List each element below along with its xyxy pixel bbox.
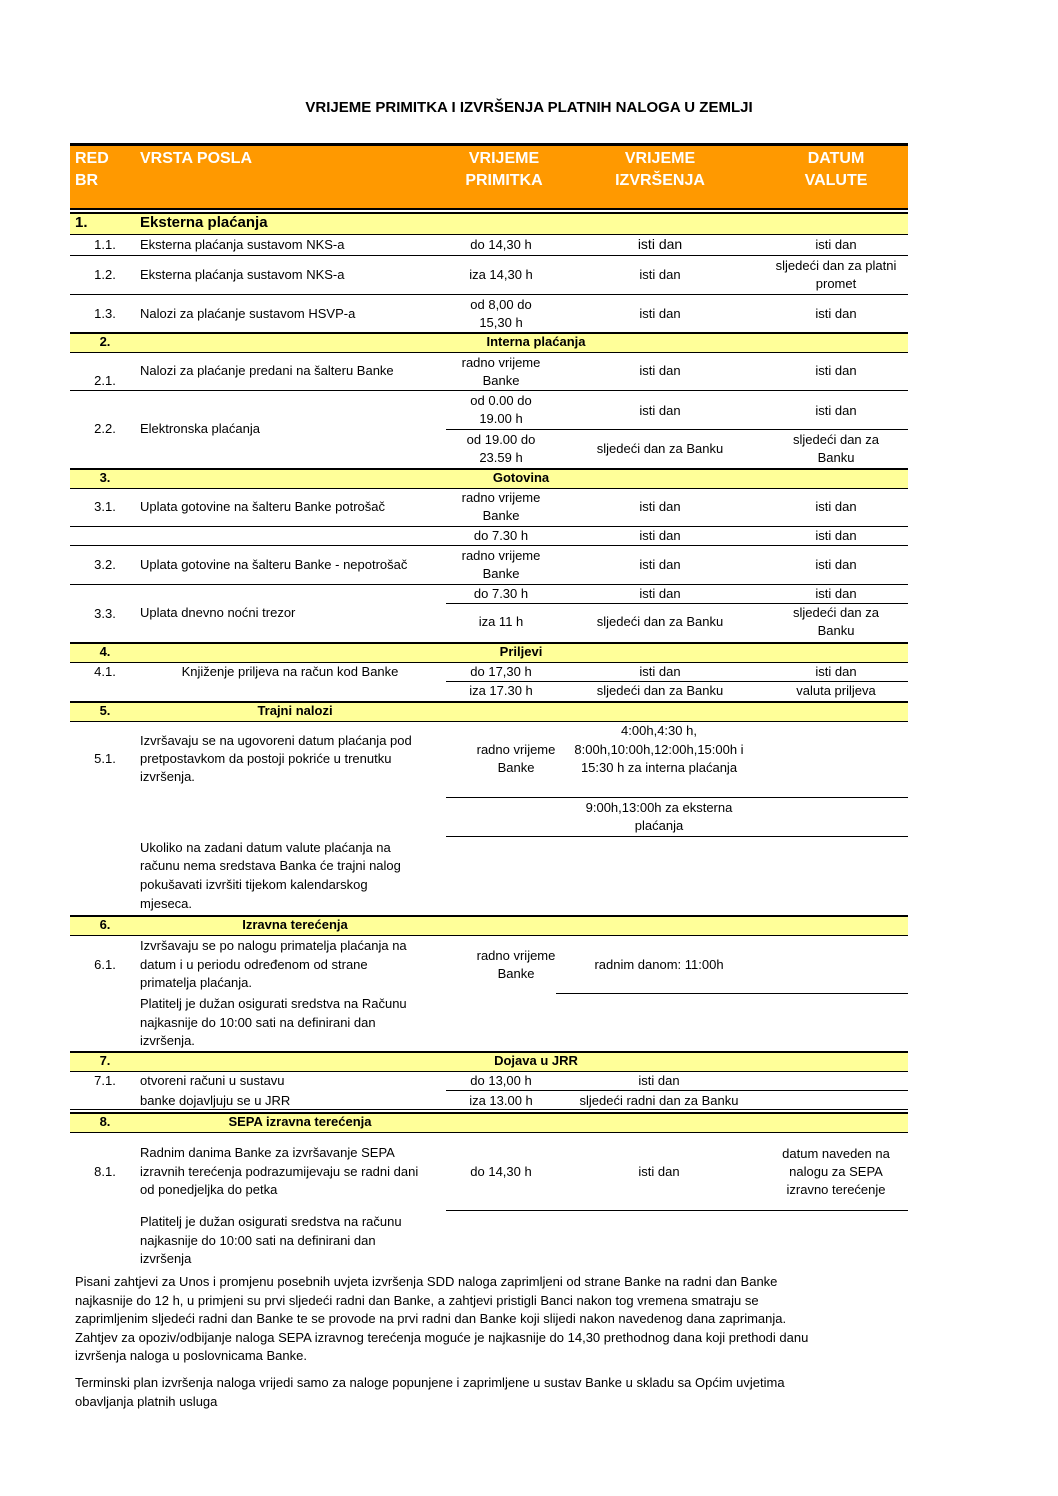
row-description-2: banke dojavljuju se u JRR	[140, 1093, 291, 1108]
row-primitak-1: od 19.00 do	[466, 432, 536, 447]
row-description-1: Radnim danima Banke za izvršavanje SEPA	[140, 1145, 395, 1160]
footer-paragraph-2	[75, 1374, 905, 1411]
row-izvrsenje-2: 8:00h,10:00h,12:00h,15:00h i	[574, 742, 744, 757]
row-description-1: Izvršavaju se po nalogu primatelja plaćanja na	[140, 938, 407, 953]
row-divider	[70, 352, 908, 353]
section-number: 3.	[99, 470, 111, 485]
header-vrijeme-izvrsenja	[590, 148, 730, 192]
section-number: 6.	[99, 917, 111, 932]
row-valuta: isti dan	[815, 306, 857, 321]
row-primitak-2: Banke	[482, 508, 520, 523]
row-valuta: isti dan	[815, 528, 857, 543]
row-number: 1.1.	[94, 237, 116, 252]
row-valuta: valuta priljeva	[796, 683, 876, 698]
row-description-1: Izvršavaju se na ugovoreni datum plaćanja pod	[140, 733, 412, 748]
row-izvrsenje: isti dan	[639, 363, 681, 378]
row-izvrsenje: isti dan	[638, 1164, 680, 1179]
row-number: 7.1.	[94, 1073, 116, 1088]
section-title: Priljevi	[499, 644, 543, 659]
footer-line: izvršenja naloga u poslovnicama Banke.	[75, 1348, 307, 1363]
footer-paragraph-1	[75, 1273, 905, 1366]
section-title: SEPA izravna terećenja	[228, 1114, 372, 1129]
section-band	[70, 701, 908, 721]
row-primitak-2: Banke	[497, 966, 535, 981]
row-divider	[446, 836, 908, 837]
row-valuta: isti dan	[815, 664, 857, 679]
row-primitak-1: od 0.00 do	[470, 393, 532, 408]
row-number: 3.1.	[94, 499, 116, 514]
row-number: 6.1.	[94, 957, 116, 972]
row-number: 8.1.	[94, 1164, 116, 1179]
row-primitak-1: radno vrijeme	[461, 548, 541, 563]
row-primitak: iza 17.30 h	[469, 683, 533, 698]
row-divider	[70, 390, 908, 391]
row-divider	[70, 234, 908, 235]
footer-line: Terminski plan izvršenja naloga vrijedi samo za naloge popunjene i zaprimljene u sustav Banke u skladu sa Općim uvjetima	[75, 1375, 785, 1390]
row-number: 3.2.	[94, 557, 116, 572]
row-description: Nalozi za plaćanje predani na šalteru Banke	[140, 363, 394, 378]
row-divider	[556, 993, 908, 994]
row-number: 4.1.	[94, 664, 116, 679]
row-izvrsenje: isti dan	[639, 267, 681, 282]
row-primitak: do 14,30 h	[470, 237, 532, 252]
row-description-3: primatelja plaćanja.	[140, 975, 253, 990]
header-datum-valute	[776, 148, 896, 192]
footer-line: zaprimljenim sljedeći radni dan Banke te se provode na prvi radni dan Banke koji slijedi nakon navedenog dana zaprimanja.	[75, 1311, 787, 1326]
row-number: 1.2.	[94, 267, 116, 282]
row-primitak-1: radno vrijeme	[476, 742, 556, 757]
row-description-1: otvoreni računi u sustavu	[140, 1073, 285, 1088]
header-valute: VALUTE	[804, 172, 868, 189]
row-primitak-1: od 8,00 do	[470, 297, 532, 312]
section-band	[70, 1112, 908, 1132]
section-number: 5.	[99, 703, 111, 718]
row-izvrsenje: isti dan	[639, 403, 681, 418]
row-primitak-1: radno vrijeme	[461, 355, 541, 370]
row-primitak-2: Banke	[497, 760, 535, 775]
row-primitak-2: 23.59 h	[479, 450, 523, 465]
row-izvrsenje: isti dan	[639, 664, 681, 679]
row-description: Eksterna plaćanja sustavom NKS-a	[140, 267, 345, 282]
header-red: RED	[75, 150, 109, 167]
row-divider	[70, 721, 908, 722]
row-description: Knjiženje priljeva na račun kod Banke	[181, 664, 399, 679]
row-primitak-2: Banke	[482, 373, 520, 388]
page-title: VRIJEME PRIMITKA I IZVRŠENJA PLATNIH NALOGA U ZEMLJI	[305, 99, 753, 116]
row-valuta-1: sljedeći dan za	[793, 432, 879, 447]
row-izvrsenje-5: plaćanja	[634, 818, 684, 833]
row-izvrsenje: isti dan	[637, 236, 683, 252]
header-izvrsenja-2: IZVRŠENJA	[615, 172, 705, 189]
row-valuta-2: Banku	[817, 623, 855, 638]
row-divider	[70, 545, 908, 546]
row-divider	[70, 1109, 908, 1110]
row-valuta-1: datum naveden na	[782, 1146, 890, 1161]
row-izvrsenje: isti dan	[639, 557, 681, 572]
row-valuta-3: izravno terećenje	[786, 1182, 886, 1197]
section-number: 4.	[99, 644, 111, 659]
row-description-3: izvršenja.	[140, 769, 195, 784]
row-izvrsenje: isti dan	[638, 1073, 680, 1088]
row-valuta: isti dan	[815, 237, 857, 252]
row-primitak: iza 14,30 h	[469, 267, 533, 282]
row-number: 1.3.	[94, 306, 116, 321]
header-primitka-1: VRIJEME	[468, 150, 540, 167]
row-valuta: isti dan	[815, 586, 857, 601]
row-divider	[446, 1210, 908, 1211]
section-title: Interna plaćanja	[486, 334, 586, 349]
row-izvrsenje-4: 9:00h,13:00h za eksterna	[585, 800, 733, 815]
note-line-3: izvršenja.	[140, 1033, 195, 1048]
row-description-3: od ponedjeljka do petka	[140, 1182, 278, 1197]
row-valuta-2: nalogu za SEPA	[789, 1164, 883, 1179]
row-primitak-1: radno vrijeme	[476, 948, 556, 963]
section-number: 8.	[99, 1114, 111, 1129]
row-valuta-2: Banku	[817, 450, 855, 465]
row-izvrsenje: isti dan	[639, 306, 681, 321]
section-band	[70, 915, 908, 935]
footer-line: obavljanja platnih usluga	[75, 1393, 218, 1409]
row-divider	[446, 1090, 908, 1091]
header-vrsta-posla: VRSTA POSLA	[140, 150, 253, 167]
row-description: Elektronska plaćanja	[140, 421, 260, 436]
row-valuta-1: sljedeći dan za platni	[775, 258, 897, 273]
row-divider	[70, 1132, 908, 1133]
note-line-2: najkasnije do 10:00 sati na definirani dan	[140, 1015, 376, 1030]
row-divider	[70, 935, 908, 936]
row-divider	[446, 797, 908, 798]
header-primitka-2: PRIMITKA	[465, 172, 543, 189]
row-izvrsenje: sljedeći radni dan za Banku	[579, 1093, 739, 1108]
section-title: Eksterna plaćanja	[140, 214, 268, 231]
row-primitak: iza 13.00 h	[469, 1093, 533, 1108]
row-primitak-1: radno vrijeme	[461, 490, 541, 505]
header-vrijeme-primitka	[444, 148, 564, 192]
row-valuta-2: promet	[815, 276, 857, 291]
header-datum: DATUM	[807, 150, 865, 167]
row-izvrsenje: sljedeći dan za Banku	[596, 683, 724, 698]
row-description-2: pretpostavkom da postoji pokriće u trenutku	[140, 751, 392, 766]
row-valuta-1: sljedeći dan za	[793, 605, 879, 620]
row-valuta: isti dan	[815, 557, 857, 572]
note-line-1: Platitelj je dužan osigurati sredstva na Računu	[140, 996, 407, 1011]
row-description: Eksterna plaćanja sustavom NKS-a	[140, 237, 345, 252]
note-line-3: izvršenja	[140, 1251, 192, 1266]
row-divider	[446, 429, 908, 430]
row-primitak-2: 15,30 h	[479, 315, 523, 330]
row-izvrsenje: isti dan	[639, 528, 681, 543]
row-number: 2.2.	[94, 421, 116, 436]
note-line-3: pokušavati izvršiti tijekom kalendarskog	[140, 877, 368, 892]
footer-line: najkasnije do 12 h, u primjeni su prvi sljedeći radni dan Banke, a zahtjevi pristigli Banci nakon tog vremena smatraju se	[75, 1292, 759, 1308]
section-title: Gotovina	[492, 470, 550, 485]
note-line-2: računu nema sredstava Banka će trajni nalog	[140, 858, 401, 873]
footer-line: Pisani zahtjevi za Unos i promjenu posebnih uvjeta izvršenja SDD naloga zaprimljeni od strane Banke na radni dan Banke	[75, 1274, 778, 1289]
row-primitak: iza 11 h	[478, 614, 524, 629]
row-description: Uplata gotovine na šalteru Banke potrošač	[140, 499, 385, 514]
section-number: 2.	[99, 334, 111, 349]
note-line-4: mjeseca.	[140, 896, 193, 911]
header-br: BR	[75, 172, 99, 189]
row-primitak: do 7.30 h	[473, 586, 529, 601]
row-izvrsenje: isti dan	[639, 586, 681, 601]
row-valuta: isti dan	[815, 363, 857, 378]
row-izvrsenje: isti dan	[639, 499, 681, 514]
row-valuta: isti dan	[815, 499, 857, 514]
row-primitak-2: 19.00 h	[479, 411, 523, 426]
section-number: 7.	[99, 1053, 111, 1068]
section-number: 1.	[75, 214, 88, 231]
note-line-1: Ukoliko na zadani datum valute plaćanja na	[140, 840, 391, 855]
row-primitak-2: Banke	[482, 566, 520, 581]
note-line-1: Platitelj je dužan osigurati sredstva na računu	[140, 1214, 402, 1229]
row-description: Uplata gotovine na šalteru Banke - nepotrošač	[140, 557, 408, 572]
row-primitak: do 7.30 h	[473, 528, 529, 543]
row-primitak: do 14,30 h	[470, 1164, 532, 1179]
row-description: Nalozi za plaćanje sustavom HSVP-a	[140, 306, 356, 321]
row-izvrsenje: radnim danom: 11:00h	[594, 957, 724, 972]
row-primitak: do 13,00 h	[470, 1073, 532, 1088]
row-valuta: isti dan	[815, 403, 857, 418]
row-izvrsenje: sljedeći dan za Banku	[596, 614, 724, 629]
header-izvrsenja-1: VRIJEME	[624, 150, 696, 167]
row-primitak: do 17,30 h	[470, 664, 532, 679]
row-description-2: izravnih terećenja podrazumijevaju se radni dani	[140, 1164, 419, 1179]
footer-line: Zahtjev za opoziv/odbijanje naloga SEPA izravnog terećenja moguće je najkasnije do 14,30 prethodnog dana koji prethodi danu	[75, 1329, 809, 1345]
row-number: 3.3.	[94, 606, 116, 621]
row-description: Uplata dnevno noćni trezor	[140, 605, 296, 620]
row-description-2: datum i u periodu određenom od strane	[140, 957, 368, 972]
row-izvrsenje-3: 15:30 h za interna plaćanja	[580, 760, 738, 775]
note-line-2: najkasnije do 10:00 sati na definirani dan	[140, 1233, 376, 1248]
header-red-br	[75, 148, 109, 192]
row-number: 2.1.	[94, 373, 116, 388]
row-number: 5.1.	[94, 751, 116, 766]
section-title: Trajni nalozi	[257, 703, 333, 718]
row-divider	[70, 294, 908, 295]
section-title: Izravna terećenja	[242, 917, 348, 932]
table-header	[70, 143, 908, 210]
row-divider	[70, 255, 908, 256]
row-izvrsenje-1: 4:00h,4:30 h,	[621, 723, 697, 738]
row-izvrsenje: sljedeći dan za Banku	[596, 441, 724, 456]
section-title: Dojava u JRR	[494, 1053, 578, 1068]
